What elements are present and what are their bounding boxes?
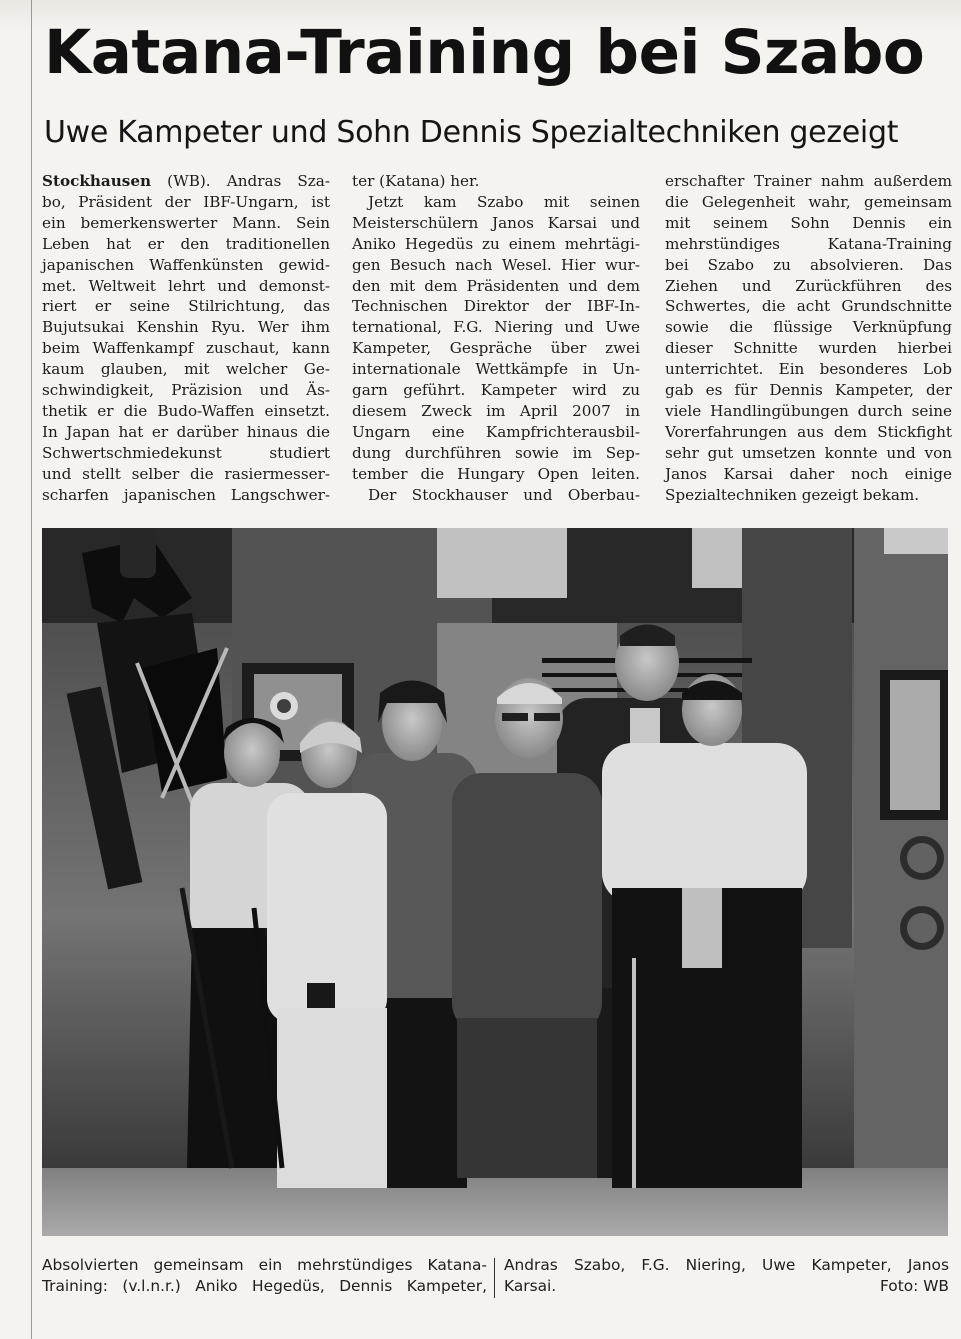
- article-line: den mit dem Präsidenten und dem: [352, 276, 640, 295]
- article-line: die Gelegenheit wahr, gemeinsam: [665, 192, 952, 211]
- article-line: kaum glauben, mit welcher Ge-: [42, 360, 330, 379]
- article-line: sehr gut umsetzen konnte und von: [665, 443, 952, 462]
- article-line: Der Stockhauser und Oberbau-: [368, 485, 640, 504]
- article-line: gab es für Dennis Kampeter, der: [665, 381, 952, 400]
- article-line: erschafter Trainer nahm außerdem: [665, 172, 952, 190]
- article-line: garn geführt. Kampeter wird zu: [352, 381, 640, 400]
- article-line: Schwertschmiedekunst studiert: [42, 443, 330, 462]
- article-line: ein bemerkenswerter Mann. Sein: [42, 213, 330, 232]
- article-column-1: [42, 171, 330, 506]
- article-line: Leben hat er den traditionellen: [42, 234, 330, 253]
- photo-caption-right: [504, 1255, 949, 1297]
- article-line: met. Weltweit lehrt und demonst-: [42, 276, 330, 295]
- article-line: scharfen japanischen Langschwer-: [42, 485, 330, 504]
- article-line: bei Szabo zu absolvieren. Das: [665, 255, 952, 274]
- article-line: Jetzt kam Szabo mit seinen: [368, 192, 640, 211]
- photo-illustration: [42, 528, 948, 1236]
- article-line: Vorerfahrungen aus dem Stickfight: [665, 422, 952, 441]
- caption-line: Karsai.: [504, 1277, 557, 1295]
- caption-divider: [494, 1258, 495, 1298]
- article-line: thetik er die Budo-Waffen einsetzt.: [42, 401, 330, 420]
- caption-line: Absolvierten gemeinsam ein mehrstündiges Katana-: [42, 1256, 487, 1274]
- article-line: Bujutsukai Kenshin Ryu. Wer ihm: [42, 318, 330, 337]
- article-line: japanischen Waffenkünsten gewid-: [42, 255, 330, 274]
- article-line: gen Besuch nach Wesel. Hier wur-: [352, 255, 640, 274]
- caption-row: [504, 1276, 949, 1297]
- article-line: internationale Wettkämpfe in Un-: [352, 360, 640, 379]
- article-line: Technischen Direktor der IBF-In-: [352, 297, 640, 316]
- article-line: Aniko Hegedüs zu einem mehrtägi-: [352, 234, 640, 253]
- headline: Katana-Training bei Szabo: [44, 17, 925, 88]
- article-line: dung durchführen sowie im Sep-: [352, 443, 640, 462]
- article-line: unterrichtet. Ein besonderes Lob: [665, 360, 952, 379]
- article-line: tember die Hungary Open leiten.: [352, 464, 640, 483]
- article-line: mit seinem Sohn Dennis ein: [665, 213, 952, 232]
- article-line: mehrstündiges Katana-Training: [665, 234, 952, 253]
- group-photo: [42, 528, 948, 1236]
- caption-line: Training: (v.l.n.r.) Aniko Hegedüs, Dennis Kampeter,: [42, 1277, 487, 1295]
- article-line: und stellt selber die rasiermesser-: [42, 464, 330, 483]
- article-line: diesem Zweck im April 2007 in: [352, 401, 640, 420]
- article-line: ternational, F.G. Niering und Uwe: [352, 318, 640, 337]
- article-line: sowie die flüssige Verknüpfung: [665, 318, 952, 337]
- article-line: Janos Karsai daher noch einige: [665, 464, 952, 483]
- left-column-rule: [31, 0, 32, 1339]
- article-line: In Japan hat er darüber hinaus die: [42, 422, 330, 441]
- article-line: riert er seine Stilrichtung, das: [42, 297, 330, 316]
- photo-caption-left: [42, 1255, 487, 1297]
- article-line: Spezialtechniken gezeigt bekam.: [665, 485, 920, 504]
- article-line: beim Waffenkampf zuschaut, kann: [42, 339, 330, 358]
- article-line: [42, 171, 330, 192]
- article-column-3: [665, 171, 952, 506]
- photo-credit: Foto: WB: [879, 1277, 949, 1295]
- article-line: Ungarn eine Kampfrichterausbil-: [352, 422, 640, 441]
- article-line: ter (Katana) her.: [352, 172, 480, 190]
- subheadline: Uwe Kampeter und Sohn Dennis Spezialtechniken gezeigt: [44, 115, 899, 150]
- article-line: Ziehen und Zurückführen des: [665, 276, 952, 295]
- article-line: Schwertes, die acht Grundschnitte: [665, 297, 952, 316]
- article-column-2: [352, 171, 640, 506]
- article-line: Kampeter, Gespräche über zwei: [352, 339, 640, 358]
- dateline: Stockhausen: [42, 172, 152, 190]
- caption-line: Andras Szabo, F.G. Niering, Uwe Kampeter, Janos: [504, 1256, 949, 1274]
- article-line: schwindigkeit, Präzision und Äs-: [42, 381, 330, 400]
- article-line: dieser Schnitte wurden hierbei: [665, 339, 952, 358]
- article-line: Meisterschülern Janos Karsai und: [352, 213, 640, 232]
- article-line: viele Handlingübungen durch seine: [665, 401, 952, 420]
- article-line: bo, Präsident der IBF-Ungarn, ist: [42, 192, 330, 211]
- article-line-text: (WB). Andras Sza-: [151, 172, 330, 190]
